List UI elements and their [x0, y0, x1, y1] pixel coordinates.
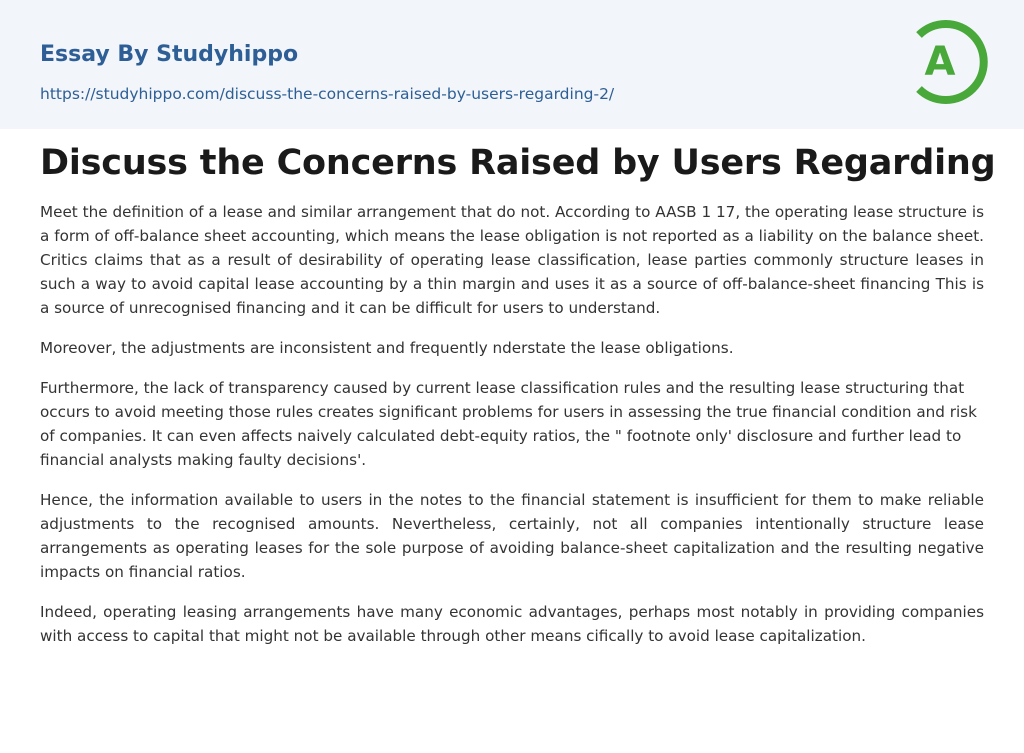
- studyhippo-logo-icon[interactable]: [908, 18, 990, 106]
- article-url-link[interactable]: https://studyhippo.com/discuss-the-concerns-raised-by-users-regarding-2/: [40, 85, 615, 103]
- article-body: [40, 200, 984, 664]
- logo-letter: A: [924, 39, 956, 85]
- page-header: [0, 0, 1024, 129]
- paragraph-3: Furthermore, the lack of transparency caused by current lease classification rules and the resulting lease structuring that occurs to avoid meeting those rules creates significant problems for users in assessing the true financial condition and risk of companies. It can even affects naively calculated debt-equity ratios, the " footnote only' disclosure and further lead to financial analysts making faulty decisions'.: [40, 379, 977, 469]
- paragraph-1: Meet the definition of a lease and similar arrangement that do not. According to AASB 1 17, the operating lease structure is a form of off-balance sheet accounting, which means the lease obligation is not reported as a liability on the balance sheet. Critics claims that as a result of desirability of operating lease classification, lease parties commonly structure leases in such a way to avoid capital lease accounting by a thin margin and uses it as a source of off-balance-sheet financing This is a source of unrecognised financing and it can be difficult for users to understand.: [40, 203, 984, 317]
- site-brand[interactable]: Essay By Studyhippo: [40, 42, 299, 67]
- paragraph-4: Hence, the information available to users in the notes to the financial statement is insufficient for them to make reliable adjustments to the recognised amounts. Nevertheless, certainly, not all companies intentionally structure lease arrangements as operating leases for the sole purpose of avoiding balance-sheet capitalization and the resulting negative impacts on financial ratios.: [40, 491, 984, 581]
- paragraph-2: Moreover, the adjustments are inconsistent and frequently nderstate the lease obligations.: [40, 339, 734, 357]
- paragraph-5: Indeed, operating leasing arrangements have many economic advantages, perhaps most notably in providing companies with access to capital that might not be available through other means cifically to avoid lease capitalization.: [40, 603, 984, 645]
- article-title: Discuss the Concerns Raised by Users Regarding: [40, 143, 996, 183]
